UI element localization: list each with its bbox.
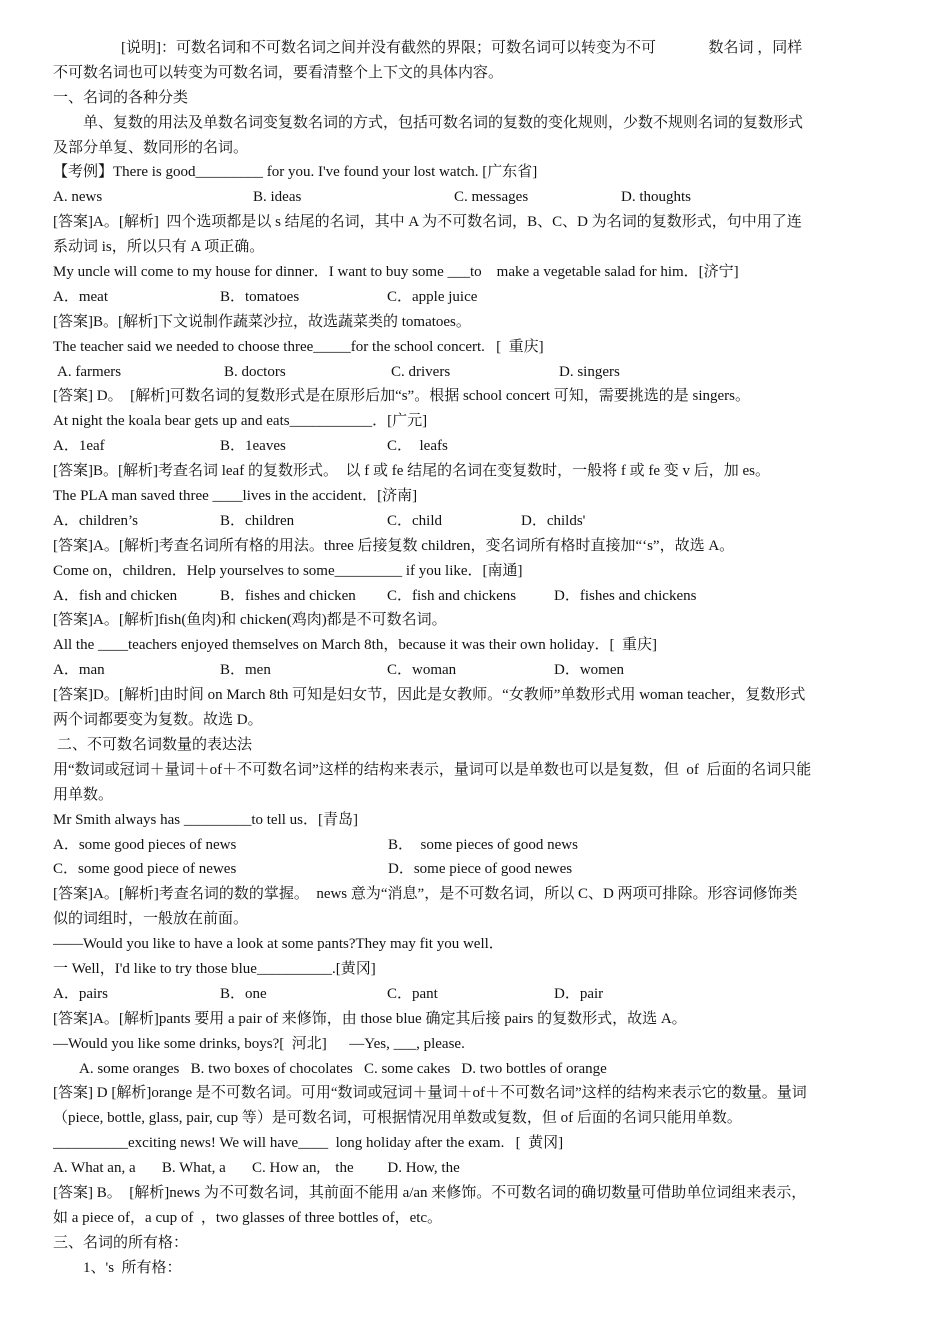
option: A．man	[53, 662, 105, 679]
option: C．woman	[387, 662, 457, 679]
section-heading-1: 一、名词的各种分类	[53, 89, 189, 106]
answer-line: [答案] D [解析]orange 是不可数名词。可用“数词或冠词＋量词＋of＋不可数名词”这样的结构来表示它的数量。量词	[53, 1085, 807, 1102]
question-11: __________exciting news! We will have____ long holiday after the exam. [ 黄冈]	[53, 1135, 564, 1152]
paragraph-line: 用单数。	[53, 786, 114, 803]
options-q11: A. What an, a B. What, a C. How an, the D. How, the	[53, 1160, 460, 1177]
option: C．pant	[387, 985, 438, 1002]
option: A．meat	[53, 288, 108, 305]
answer-line: [答案]B。[解析]考查名词 leaf 的复数形式。 以 f 或 fe 结尾的名词在变复数时，一般将 f 或 fe 变 v 后，加 es。	[53, 463, 771, 480]
option: D. singers	[559, 363, 620, 380]
answer-line: 如 a piece of，a cup of ，two glasses of three bottles of，etc。	[53, 1209, 443, 1226]
option: C． leafs	[387, 438, 448, 455]
option: D．childs'	[521, 512, 586, 529]
paragraph-line: 单、复数的用法及单数名词变复数名词的方式，包括可数名词的复数的变化规则，少数不规则名词的复数形式	[83, 114, 804, 131]
question-10: —Would you like some drinks, boys?[ 河北] —Yes, ___, please.	[53, 1035, 465, 1052]
question-1: 【考例】There is good_________ for you. I've found your lost watch. [广东省]	[53, 164, 538, 181]
option: D．women	[554, 662, 624, 679]
question-6: Come on，children．Help yourselves to some_________ if you like．[南通]	[53, 562, 523, 579]
option: D．fishes and chickens	[554, 587, 697, 604]
note-line-1: [说明]：可数名词和不可数名词之间并没有截然的界限；可数名词可以转变为不可 数名词 ，同样	[121, 40, 803, 56]
option: B. doctors	[224, 363, 286, 380]
option: D．some piece of good newes	[388, 861, 573, 878]
option: C．apple juice	[387, 288, 478, 305]
section-heading-3: 三、名词的所有格：	[53, 1234, 189, 1251]
answer-line: 系动词 is，所以只有 A 项正确。	[53, 239, 265, 256]
document-page	[53, 36, 899, 1281]
option: C. messages	[454, 189, 529, 206]
question-3: The teacher said we needed to choose three_____for the school concert. [ 重庆]	[53, 338, 544, 355]
options-q3	[53, 360, 899, 385]
paragraph-line: 用“数词或冠词＋量词＋of＋不可数名词”这样的结构来表示，量词可以是单数也可以是复数，但 of 后面的名词只能	[53, 761, 812, 778]
answer-line: 似的词组时，一般放在前面。	[53, 911, 249, 928]
option: B．men	[220, 662, 271, 679]
options-q8-row2	[53, 857, 899, 882]
options-q10: A. some oranges B. two boxes of chocolates C. some cakes D. two bottles of orange	[79, 1060, 607, 1077]
option: C．fish and chickens	[387, 587, 517, 604]
option: A．pairs	[53, 985, 108, 1002]
paragraph-line: 及部分单复、数同形的名词。	[53, 139, 249, 156]
options-q7	[53, 658, 899, 683]
question-2: My uncle will come to my house for dinner．I want to buy some ___to make a vegetable salad for him．[济宁]	[53, 264, 739, 281]
options-q2	[53, 285, 899, 310]
answer-line: [答案] D。 [解析]可数名词的复数形式是在原形后加“s”。根据 school concert 可知，需要挑选的是 singers。	[53, 388, 751, 405]
answer-line: [答案]B。[解析]下文说制作蔬菜沙拉，故选蔬菜类的 tomatoes。	[53, 313, 471, 330]
option: C．some good piece of newes	[53, 861, 237, 878]
option: A. farmers	[57, 363, 122, 380]
option: A．some good pieces of news	[53, 836, 237, 853]
question-8: Mr Smith always has _________to tell us．[青岛]	[53, 811, 358, 828]
option: C．child	[387, 512, 442, 529]
subsection-heading: 1、's 所有格：	[83, 1259, 182, 1276]
section-heading-2: 二、不可数名词数量的表达法	[57, 736, 253, 753]
dialogue-line: ——Would you like to have a look at some pants?They may fit you well．	[53, 936, 504, 953]
dialogue-line: 一 Well，I'd like to try those blue__________.[黄冈]	[53, 960, 376, 977]
option: B．one	[220, 985, 267, 1002]
question-4: At night the koala bear gets up and eats___________．[广元]	[53, 413, 428, 430]
option: B. ideas	[253, 189, 302, 206]
option: D. thoughts	[621, 189, 692, 206]
question-5: The PLA man saved three ____lives in the accident．[济南]	[53, 488, 418, 505]
options-q4	[53, 434, 899, 459]
option: B．tomatoes	[220, 288, 300, 305]
options-q8-row1	[53, 833, 899, 858]
options-q5	[53, 509, 899, 534]
question-7: All the ____teachers enjoyed themselves on March 8th，because it was their own holiday．[ 重庆]	[53, 637, 658, 654]
option: B．1eaves	[220, 438, 286, 455]
answer-line: [答案]A。[解析] 四个选项都是以 s 结尾的名词，其中 A 为不可数名词，B、C、D 为名词的复数形式，句中用了连	[53, 214, 802, 231]
answer-line: （piece, bottle, glass, pair, cup 等）是可数名词，可根据情况用单数或复数，但 of 后面的名词只能用单数。	[53, 1110, 742, 1127]
answer-line: [答案]A。[解析]考查名词所有格的用法。three 后接复数 children，变名词所有格时直接加“‘s”，故选 A。	[53, 537, 735, 554]
option: A. news	[53, 189, 103, 206]
answer-line: [答案]D。[解析]由时间 on March 8th 可知是妇女节，因此是女教师。“女教师”单数形式用 woman teacher，复数形式	[53, 687, 806, 704]
option: A．1eaf	[53, 438, 105, 455]
options-q1	[53, 185, 899, 210]
option: B．fishes and chicken	[220, 587, 356, 604]
answer-line: [答案] B。 [解析]news 为不可数名词，其前面不能用 a/an 来修饰。不可数名词的确切数量可借助单位词组来表示，	[53, 1184, 807, 1201]
option: A．children’s	[53, 512, 138, 529]
option: B． some pieces of good news	[388, 836, 578, 853]
note-line-2: 不可数名词也可以转变为可数名词，要看清整个上下文的具体内容。	[53, 64, 504, 81]
answer-line: [答案]A。[解析]pants 要用 a pair of 来修饰，由 those blue 确定其后接 pairs 的复数形式，故选 A。	[53, 1010, 687, 1027]
answer-line: [答案]A。[解析]考查名词的数的掌握。 news 意为“消息”，是不可数名词，所以 C、D 两项可排除。形容词修饰类	[53, 886, 798, 903]
option: A．fish and chicken	[53, 587, 178, 604]
answer-line: [答案]A。[解析]fish(鱼肉)和 chicken(鸡肉)都是不可数名词。	[53, 612, 447, 629]
option: C. drivers	[391, 363, 451, 380]
option: B．children	[220, 512, 295, 529]
option: D．pair	[554, 985, 604, 1002]
answer-line: 两个词都要变为复数。故选 D。	[53, 712, 263, 729]
options-q9	[53, 982, 899, 1007]
options-q6	[53, 584, 899, 609]
